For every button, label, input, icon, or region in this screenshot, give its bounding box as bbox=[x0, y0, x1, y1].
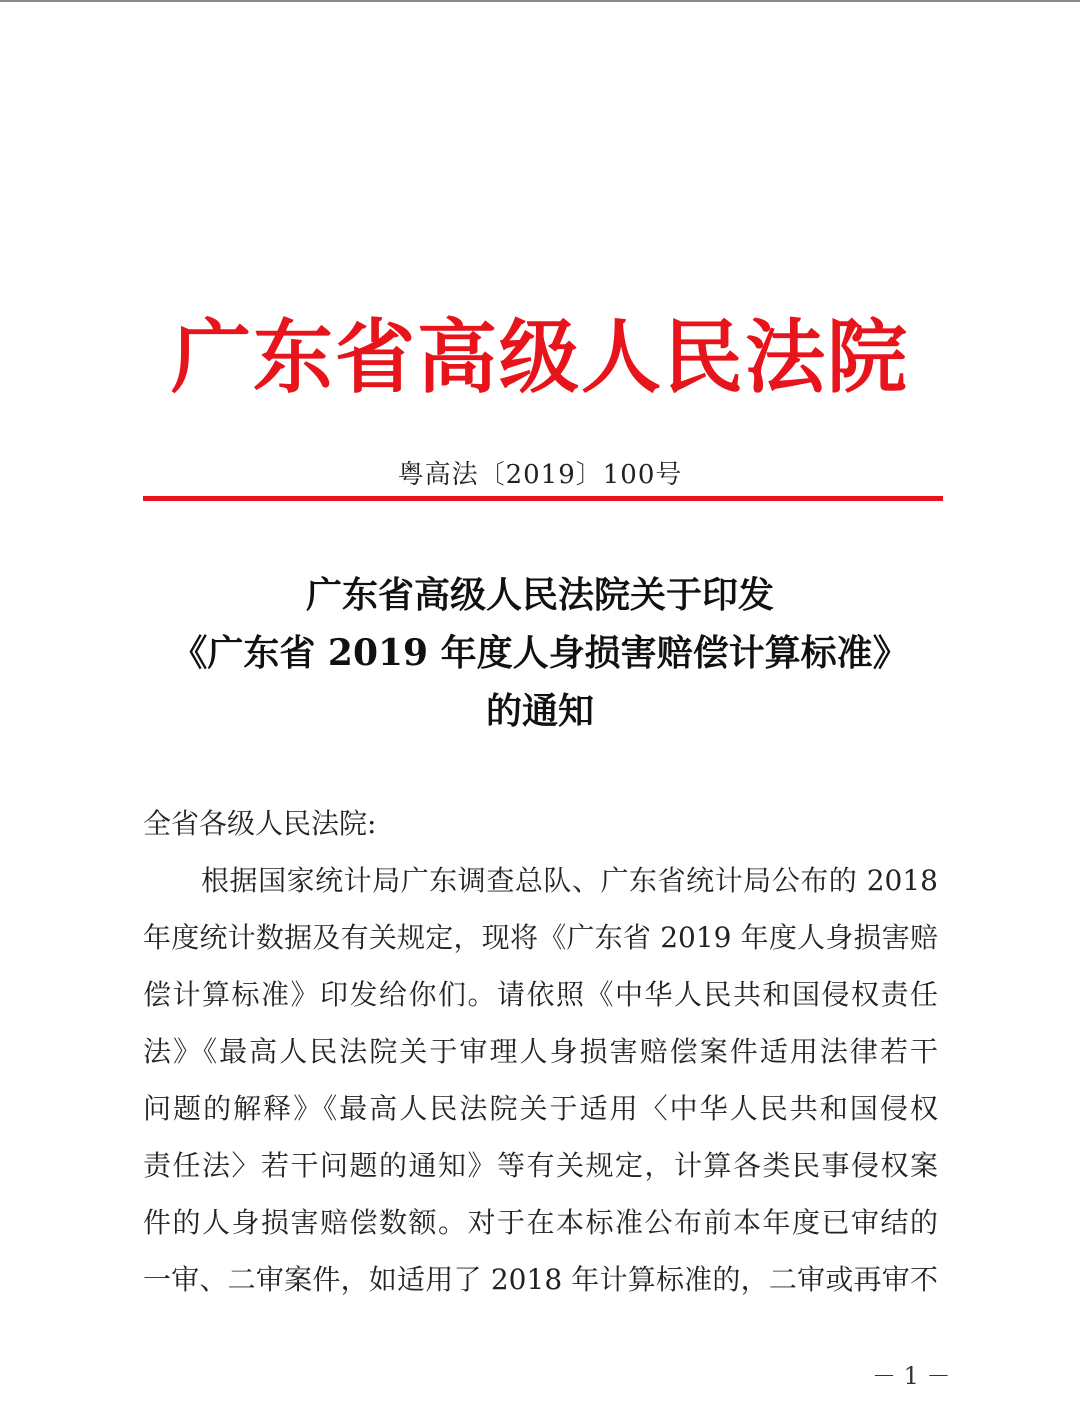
title-line-2: 《广东省 2019 年度人身损害赔偿计算标准》 bbox=[171, 632, 909, 674]
page-top-border bbox=[0, 0, 1080, 2]
body-line: 偿计算标准》印发给你们。请依照《中华人民共和国侵权责任 bbox=[143, 978, 938, 1011]
document-number: 粤高法〔2019〕100号 bbox=[397, 460, 683, 490]
body-line: 法》《最高人民法院关于审理人身损害赔偿案件适用法律若干 bbox=[143, 1035, 938, 1068]
body-line: 一审、二审案件，如适用了 2018 年计算标准的，二审或再审不 bbox=[143, 1263, 938, 1296]
issuer-masthead: 广东省高级人民法院 bbox=[171, 311, 909, 404]
body-line: 件的人身损害赔偿数额。对于在本标准公布前本年度已审结的 bbox=[143, 1206, 938, 1239]
document-title bbox=[0, 566, 1080, 740]
red-divider-line bbox=[143, 496, 943, 501]
salutation: 全省各级人民法院: bbox=[143, 807, 377, 840]
page-number: － 1 － bbox=[872, 1362, 951, 1390]
body-line: 责任法〉若干问题的通知》等有关规定，计算各类民事侵权案 bbox=[143, 1149, 938, 1182]
title-line-3: 的通知 bbox=[485, 690, 594, 732]
body-line: 问题的解释》《最高人民法院关于适用〈中华人民共和国侵权 bbox=[143, 1092, 938, 1125]
body-line: 根据国家统计局广东调查总队、广东省统计局公布的 2018 bbox=[201, 864, 938, 897]
body-paragraph bbox=[143, 852, 938, 1308]
title-line-1: 广东省高级人民法院关于印发 bbox=[305, 574, 774, 616]
body-line: 年度统计数据及有关规定，现将《广东省 2019 年度人身损害赔 bbox=[143, 921, 938, 954]
